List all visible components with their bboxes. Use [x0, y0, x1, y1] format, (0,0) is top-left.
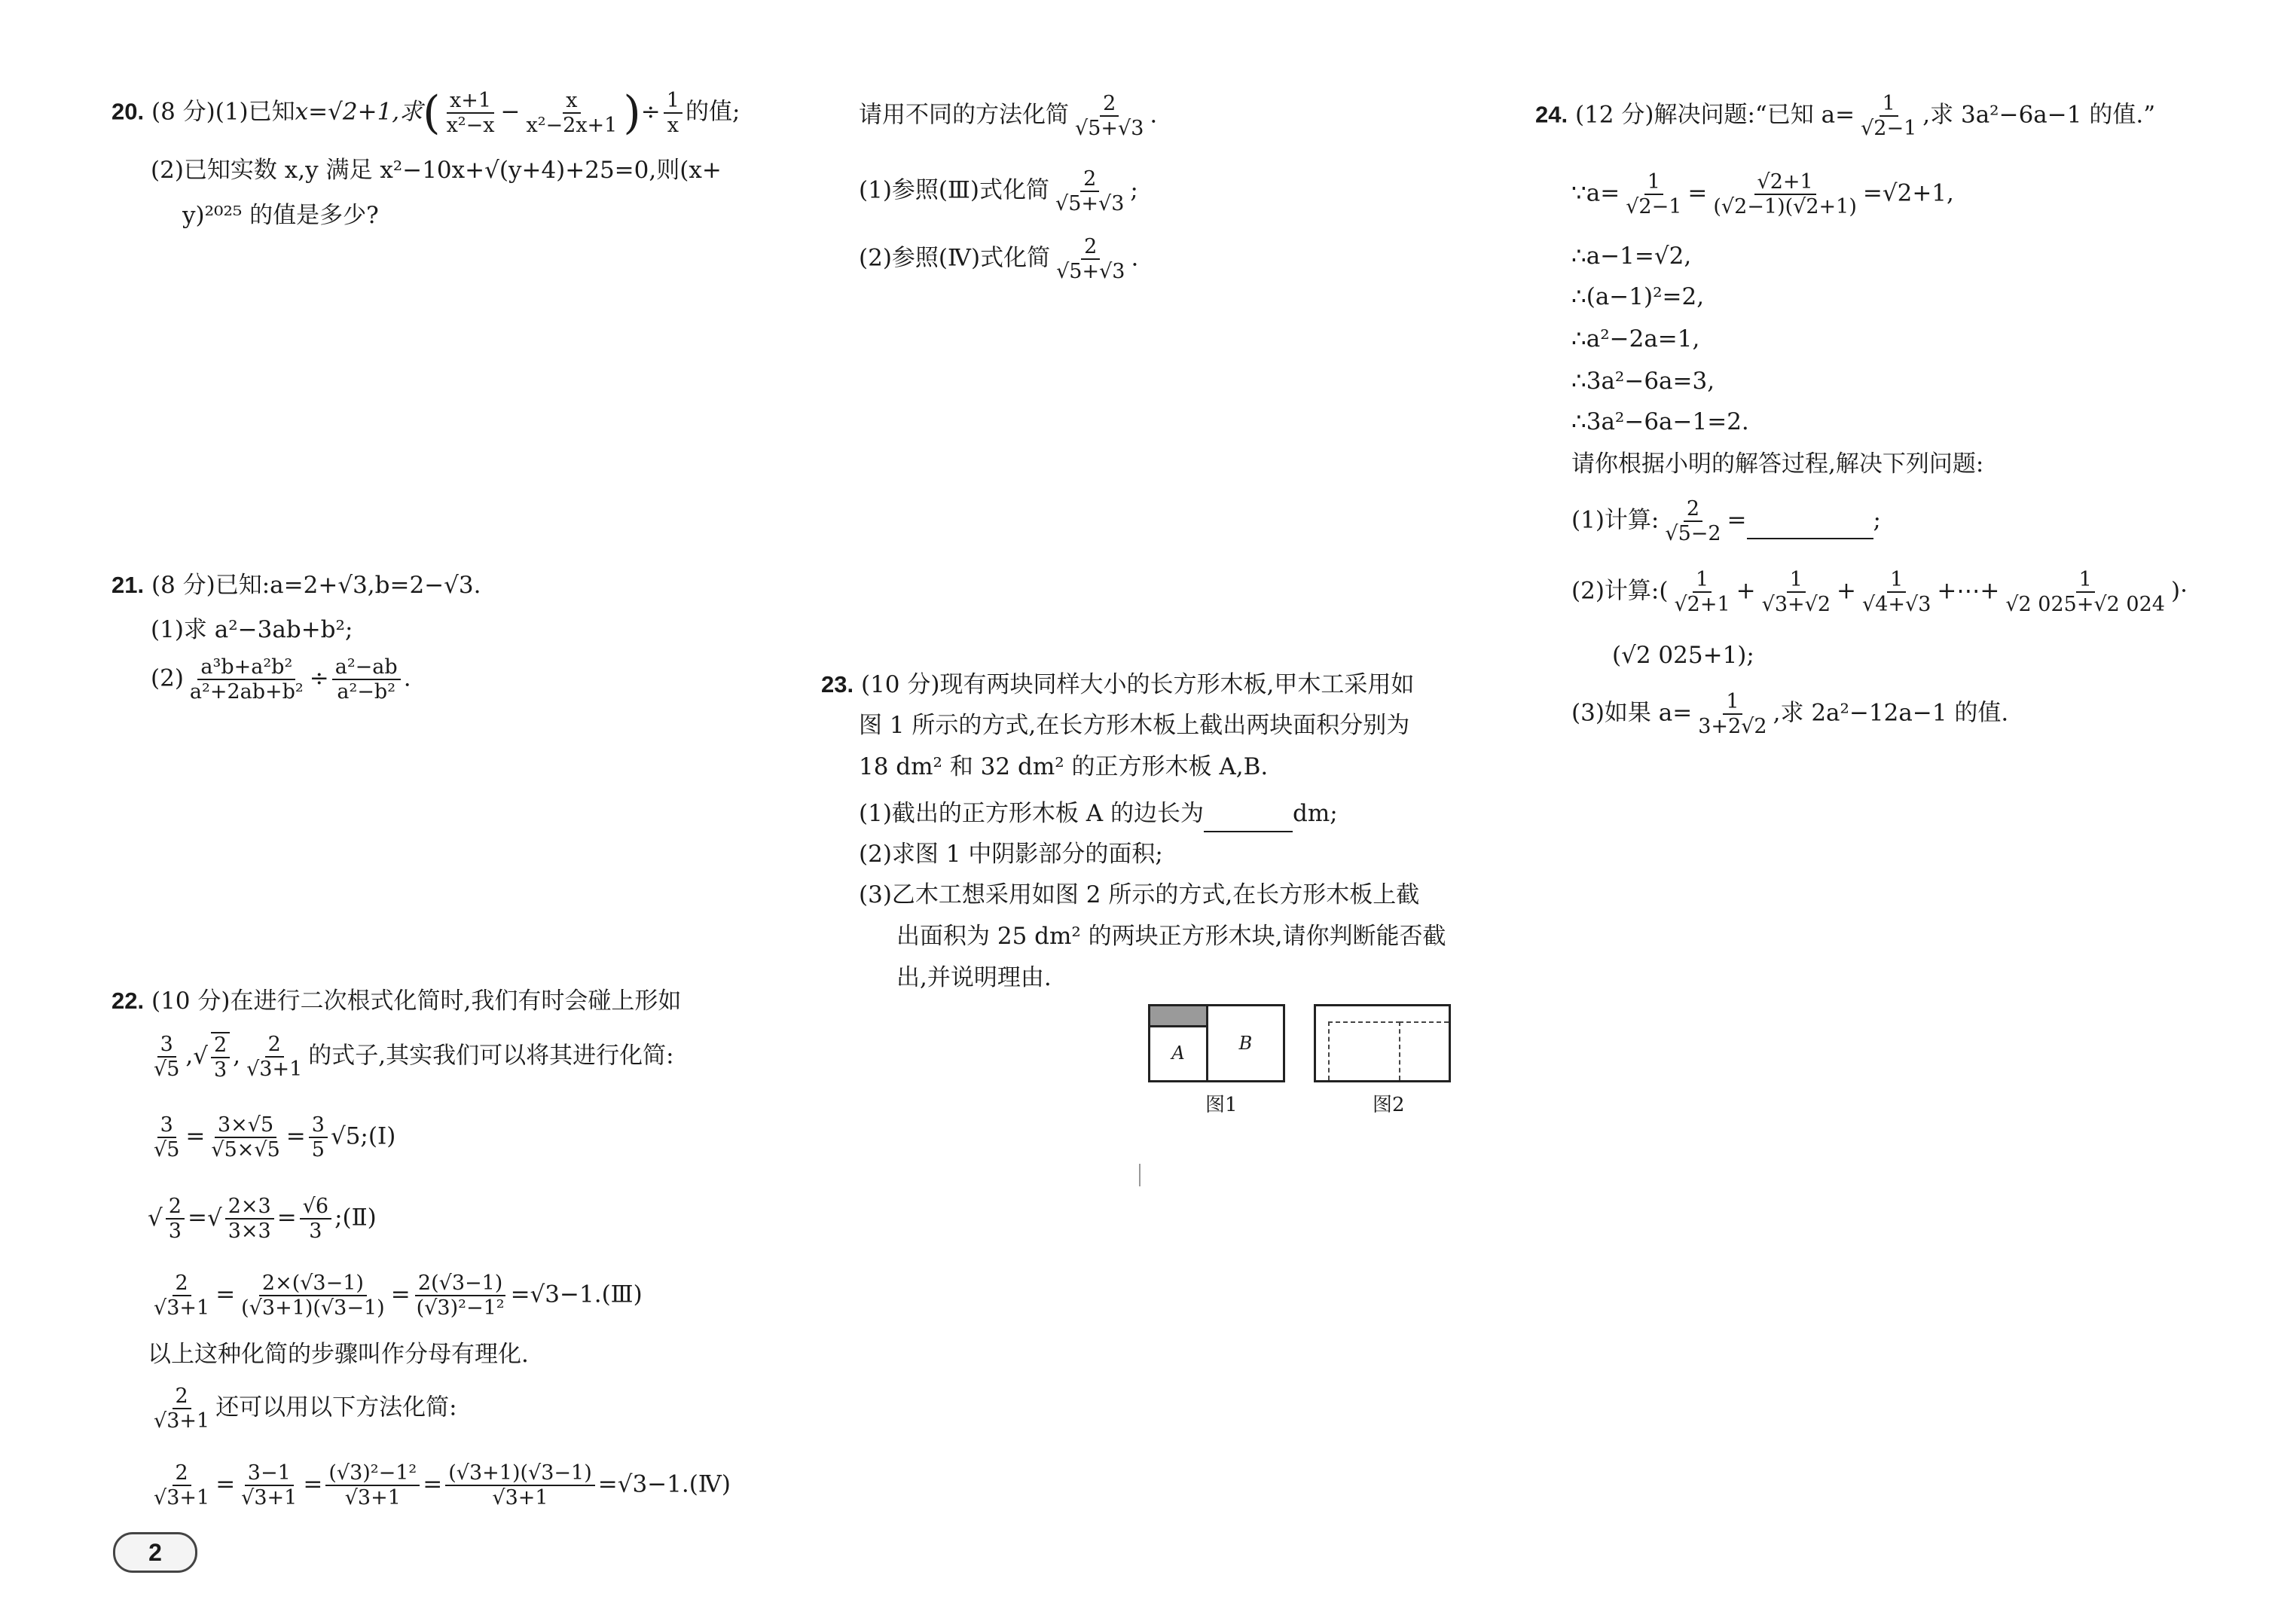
q22-forms: $\frac{3}{√5}$ ,√ $\frac{2}{3}$ , $\frac{2}{√3+1}$ 的式子,其实我们可以将其进行化简:: [148, 1032, 674, 1082]
square-b: B: [1206, 1006, 1283, 1080]
q21-div-op: ÷: [309, 664, 329, 692]
q24-intro-a: 解决问题:“已知 a=: [1654, 101, 1855, 129]
q24-step6: ∴3a²−6a−1=2.: [1571, 408, 1749, 435]
cont-end-dot: .: [1150, 101, 1158, 129]
step1-tag: ;(Ⅰ): [360, 1122, 396, 1150]
q24-step3: ∴(a−1)²=2,: [1571, 283, 1705, 310]
figure-2-caption: 图2: [1373, 1094, 1405, 1116]
q22-cont-part1: (1)参照(Ⅲ)式化简 $\frac{2}{√5+√3}$ ;: [859, 167, 1138, 216]
q22-cont-line1: 请用不同的方法化简 $\frac{2}{√5+√3}$ .: [859, 92, 1158, 141]
q20-number: 20.: [111, 98, 145, 125]
q24-score: (12 分): [1574, 101, 1654, 129]
q24-instruction: 请你根据小明的解答过程,解决下列问题:: [1571, 450, 1984, 478]
q22-cont-part2: (2)参照(Ⅳ)式化简 $\frac{2}{√5+√3}$ .: [859, 235, 1139, 284]
q23-number: 23.: [821, 671, 854, 698]
sum-dots: +⋯+: [1937, 577, 2000, 605]
q22-note: 以上这种化简的步骤叫作分母有理化.: [148, 1341, 529, 1368]
s1-end: =√2+1,: [1862, 179, 1954, 207]
q21-number: 21.: [111, 572, 145, 598]
q20-score: (8 分): [151, 98, 215, 126]
q22-step3: $\frac{2}{√3+1}$ = $\frac{2\times(√3-1)}{(√3+1)(√3-1)}$ = $\frac{2(√3-1)}{\text{(√3)²−1²}}$ =√3−1.(Ⅲ): [154, 1271, 643, 1320]
q23-line3: 18 dm² 和 32 dm² 的正方形木板 A,B.: [859, 753, 1269, 780]
q21-given: 已知:a=2+√3,b=2−√3.: [215, 572, 481, 599]
sum-term-2: $\frac{1}{√3+√2}$: [1761, 568, 1831, 617]
q20-p1-given: x=√2+1,求: [295, 98, 423, 126]
q24-p3-label: (3)如果 a=: [1571, 699, 1693, 727]
p1-eq: =: [1727, 506, 1747, 534]
q23-part3-line2: 出面积为 25 dm² 的两块正方形木块,请你判断能否截: [896, 923, 1446, 950]
sum-term-3: $\frac{1}{√4+√3}$: [1862, 568, 1931, 617]
sum-close: )·: [2170, 577, 2188, 605]
q20-p1-end: 的值;: [685, 98, 741, 126]
step3-tag: =√3−1.(Ⅲ): [510, 1281, 643, 1308]
form-3-over-sqrt5: $\frac{3}{√5}$: [154, 1033, 180, 1082]
shaded-region: [1150, 1006, 1206, 1027]
q24-step1: ∵a= $\frac{1}{√2-1}$ = $\frac{√2+1}{(√2-1)(√2+1)}$ =√2+1,: [1571, 170, 1954, 219]
q22-step1: $\frac{3}{√5}$ = $\frac{3\times√5}{√5\times√5}$ = $\frac{3}{5}$ √5;(Ⅰ): [154, 1113, 396, 1162]
page-number-badge: 2: [113, 1532, 197, 1573]
dashed-square-1: [1328, 1021, 1400, 1080]
q24-intro: 24. (12 分)解决问题:“已知 a= $\frac{1}{√2-1}$ ,求 3a²−6a−1 的值.”: [1535, 92, 2156, 141]
cont-end-semi: ;: [1130, 176, 1138, 204]
paren-close: ): [623, 87, 641, 140]
q24-step4: ∴a²−2a=1,: [1571, 325, 1700, 353]
q22-forms-end: 的式子,其实我们可以将其进行化简:: [308, 1042, 674, 1070]
step2-tag: ;(Ⅱ): [334, 1204, 377, 1232]
p1-end: ;: [1873, 506, 1881, 534]
q21-frac-2: $\frac{\text{a²−ab}}{\text{a²−b²}}$: [332, 655, 401, 704]
s1-lead: ∵a=: [1571, 179, 1620, 207]
q20-frac-a: $\frac{x+1}{\text{x²−x}}$: [446, 89, 495, 138]
p3-end: ,求 2a²−12a−1 的值.: [1773, 699, 2009, 727]
q23-p1-unit: dm;: [1293, 800, 1338, 827]
q20-part2-line1: (2)已知实数 x,y 满足 x²−10x+√(y+4)+25=0,则(x+: [151, 157, 722, 184]
column-divider-mark: [1139, 1164, 1141, 1186]
form-sqrt-2-over-3: √ $\frac{2}{3}$: [193, 1042, 233, 1070]
figure-1-caption: 图1: [1205, 1094, 1238, 1116]
figure-2: [1314, 1004, 1451, 1082]
q22-score: (10 分): [151, 988, 231, 1015]
cont-end-dot-2: .: [1131, 244, 1139, 272]
q22-step4: $\frac{2}{√3+1}$ = $\frac{3-1}{√3+1}$ = $\frac{\text{(√3)²−1²}}{√3+1}$ = $\frac{(√3+1)(√3-1)}{√3+1}$ =√3−1.(Ⅳ): [154, 1461, 731, 1510]
q22-step2: √ $\frac{2}{3}$ =√ $\frac{2\times 3}{3\times 3}$ = $\frac{√6}{3}$ ;(Ⅱ): [148, 1195, 377, 1244]
sum-term-last: $\frac{1}{√2 025+√2 024}$: [2005, 568, 2165, 617]
form-2-over-sqrt3p1: $\frac{2}{√3+1}$: [246, 1033, 303, 1082]
paren-open: (: [423, 87, 441, 140]
q22-header: [111, 987, 681, 1015]
q24-step5: ∴3a²−6a=3,: [1571, 368, 1715, 395]
cont-p2-text: (2)参照(Ⅳ)式化简: [859, 244, 1051, 272]
q23-score: (10 分): [860, 671, 940, 698]
cont-line1-text: 请用不同的方法化简: [859, 101, 1069, 129]
cont-p1-text: (1)参照(Ⅲ)式化简: [859, 176, 1049, 204]
q22-number: 22.: [111, 988, 145, 1014]
q24-step2: ∴a−1=√2,: [1571, 243, 1692, 270]
q21-frac-1: $\frac{\text{a³b+a²b²}}{\text{a²+2ab+b²}}$: [189, 655, 304, 704]
alt-intro-text: 还可以用以下方法化简:: [215, 1394, 457, 1421]
q20-part1: 20. (8 分)(1)已知x=√2+1,求( $\frac{x+1}{\text{x²−x}}$ − $\frac{x}{\text{x²−2x+1}}$ )÷ $\frac{1}{x}$ 的值;: [111, 87, 741, 140]
q23-part3-line1: (3)乙木工想采用如图 2 所示的方式,在长方形木板上截: [859, 881, 1420, 908]
q20-frac-div: $\frac{1}{x}$: [664, 89, 682, 137]
sum-term-1: $\frac{1}{√2+1}$: [1674, 568, 1730, 617]
dashed-square-2: [1399, 1021, 1449, 1080]
q23-part3-line3: 出,并说明理由.: [896, 964, 1052, 991]
q20-p1-intro: (1)已知: [215, 98, 295, 126]
q24-part2-line2: (√2 025+1);: [1612, 642, 1754, 669]
q24-p1-label: (1)计算:: [1571, 506, 1660, 534]
q23-line1-text: 现有两块同样大小的长方形木板,甲木工采用如: [939, 671, 1415, 698]
q20-frac-b: $\frac{x}{\text{x²−2x+1}}$: [526, 89, 618, 138]
q24-p2-label: (2)计算:(: [1571, 577, 1669, 605]
q22-intro: 在进行二次根式化简时,我们有时会碰上形如: [230, 988, 682, 1015]
q24-part2: (2)计算:( $\frac{1}{√2+1}$ + $\frac{1}{√3+√2}$ + $\frac{1}{√4+√3}$ +⋯+ $\frac{1}{√2 025+√2 024}$ )·: [1571, 568, 2188, 617]
q20-part2-line2: y)²⁰²⁵ 的值是多少?: [182, 202, 379, 229]
figure-1: [1148, 1004, 1285, 1082]
answer-blank-2[interactable]: [1747, 510, 1873, 539]
q21-part2: [151, 655, 411, 704]
q21-p2-end: .: [403, 664, 411, 692]
q21-score: (8 分): [151, 572, 215, 599]
q24-part3: (3)如果 a= $\frac{1}{3+2√2}$ ,求 2a²−12a−1 的值.: [1571, 690, 2009, 739]
q23-line2: 图 1 所示的方式,在长方形木板上截出两块面积分别为: [859, 712, 1410, 739]
square-a: A: [1171, 1042, 1185, 1064]
q21-part1: (1)求 a²−3ab+b²;: [151, 616, 353, 643]
q23-part2: (2)求图 1 中阴影部分的面积;: [859, 841, 1163, 868]
answer-blank[interactable]: [1204, 803, 1293, 832]
q22-alt-intro: $\frac{2}{√3+1}$ 还可以用以下方法化简:: [154, 1384, 457, 1433]
q24-intro-b: ,求 3a²−6a−1 的值.”: [1922, 101, 2156, 129]
q24-part1: (1)计算: $\frac{2}{√5-2}$ = ;: [1571, 497, 1881, 546]
q23-line1: [821, 670, 1414, 699]
q23-p1-text: (1)截出的正方形木板 A 的边长为: [859, 800, 1205, 827]
q23-part1: [859, 800, 1338, 832]
step4-tag: =√3−1.(Ⅳ): [597, 1470, 731, 1498]
q21-header: [111, 571, 481, 600]
q21-p2-label: (2): [151, 664, 184, 692]
q24-number: 24.: [1535, 101, 1568, 128]
